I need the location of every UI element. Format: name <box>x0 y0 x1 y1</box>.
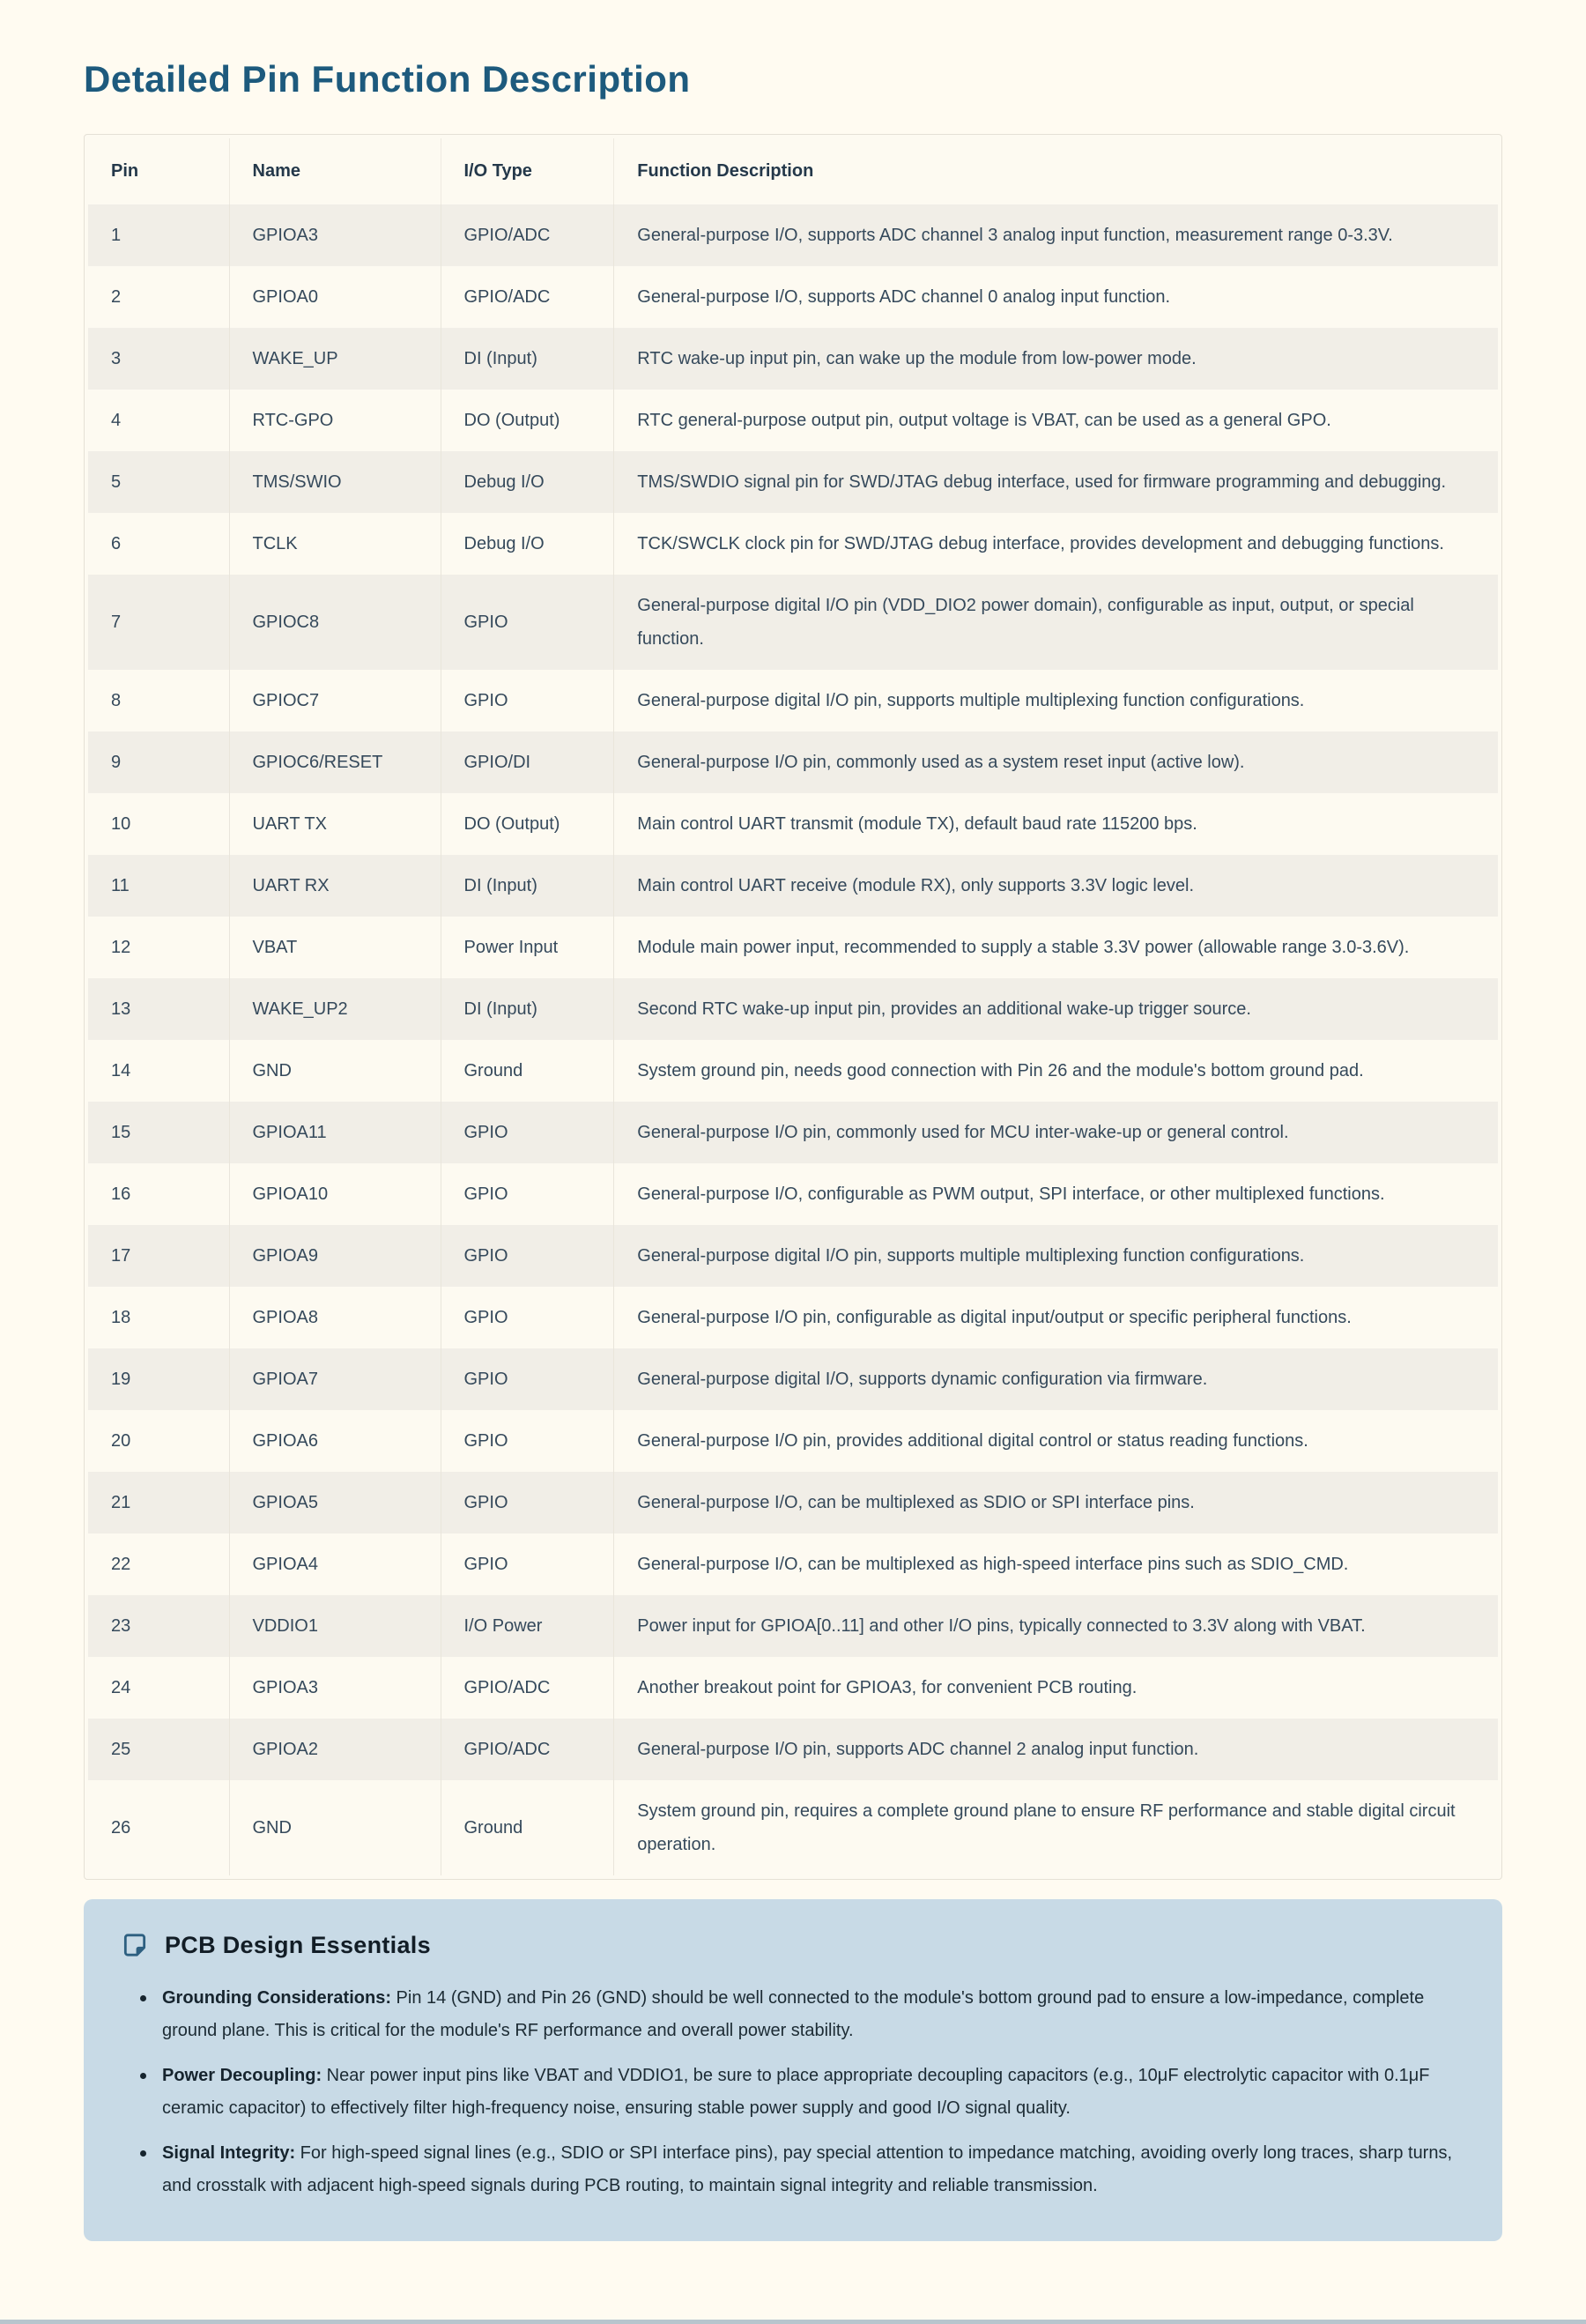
description-cell: Main control UART transmit (module TX), default baud rate 115200 bps. <box>614 793 1498 855</box>
pin-cell: 10 <box>88 793 229 855</box>
name-cell: GPIOA5 <box>229 1472 441 1533</box>
description-cell: General-purpose I/O pin, provides additional digital control or status reading functions. <box>614 1410 1498 1472</box>
pin-cell: 6 <box>88 513 229 575</box>
bullet-dot <box>140 2073 146 2079</box>
description-cell: General-purpose I/O pin, configurable as digital input/output or specific peripheral functions. <box>614 1287 1498 1348</box>
name-cell: UART TX <box>229 793 441 855</box>
name-cell: GPIOC7 <box>229 670 441 731</box>
pin-cell: 21 <box>88 1472 229 1533</box>
table-row <box>88 1102 1498 1163</box>
name-cell: GPIOC8 <box>229 575 441 670</box>
io-type-cell: Debug I/O <box>441 451 614 513</box>
name-cell: GPIOA7 <box>229 1348 441 1410</box>
pin-cell: 20 <box>88 1410 229 1472</box>
table-row <box>88 1595 1498 1657</box>
io-type-cell: DO (Output) <box>441 390 614 451</box>
table-row <box>88 266 1498 328</box>
table-row <box>88 513 1498 575</box>
io-type-cell: DO (Output) <box>441 793 614 855</box>
table-row <box>88 1040 1498 1102</box>
table-row <box>88 390 1498 451</box>
name-cell: WAKE_UP2 <box>229 978 441 1040</box>
io-type-cell: GPIO <box>441 1225 614 1287</box>
bullet-body: Near power input pins like VBAT and VDDIO1, be sure to place appropriate decoupling capacitors (e.g., 10μF electrolytic capacitor with 0.1μF ceramic capacitor) to effectively filter high-frequency noise, ensuring stable power supply and good I/O signal quality. <box>162 2066 1430 2118</box>
header-pin: Pin <box>88 138 229 204</box>
bullet-label: Power Decoupling: <box>162 2066 322 2085</box>
table-row <box>88 575 1498 670</box>
table-row <box>88 731 1498 793</box>
description-cell: TMS/SWDIO signal pin for SWD/JTAG debug interface, used for firmware programming and debugging. <box>614 451 1498 513</box>
table-row <box>88 1657 1498 1719</box>
table-header-row <box>88 138 1498 204</box>
description-cell: General-purpose I/O pin, commonly used as a system reset input (active low). <box>614 731 1498 793</box>
io-type-cell: Debug I/O <box>441 513 614 575</box>
name-cell: GPIOA6 <box>229 1410 441 1472</box>
table-row <box>88 855 1498 917</box>
io-type-cell: DI (Input) <box>441 978 614 1040</box>
name-cell: TMS/SWIO <box>229 451 441 513</box>
name-cell: GPIOA3 <box>229 1657 441 1719</box>
name-cell: GPIOA3 <box>229 204 441 266</box>
pin-cell: 1 <box>88 204 229 266</box>
table-row <box>88 1780 1498 1875</box>
table-row <box>88 793 1498 855</box>
table-row <box>88 1719 1498 1780</box>
name-cell: GPIOC6/RESET <box>229 731 441 793</box>
io-type-cell: GPIO <box>441 575 614 670</box>
description-cell: General-purpose I/O, configurable as PWM output, SPI interface, or other multiplexed functions. <box>614 1163 1498 1225</box>
io-type-cell: GPIO/ADC <box>441 1719 614 1780</box>
note-bullet <box>140 2137 1467 2202</box>
description-cell: Main control UART receive (module RX), only supports 3.3V logic level. <box>614 855 1498 917</box>
description-cell: General-purpose digital I/O, supports dynamic configuration via firmware. <box>614 1348 1498 1410</box>
name-cell: UART RX <box>229 855 441 917</box>
pin-cell: 16 <box>88 1163 229 1225</box>
pin-function-table <box>88 138 1498 1875</box>
name-cell: GND <box>229 1040 441 1102</box>
io-type-cell: GPIO <box>441 1472 614 1533</box>
pin-cell: 18 <box>88 1287 229 1348</box>
description-cell: RTC wake-up input pin, can wake up the module from low-power mode. <box>614 328 1498 390</box>
name-cell: WAKE_UP <box>229 328 441 390</box>
name-cell: GPIOA8 <box>229 1287 441 1348</box>
bullet-dot <box>140 2150 146 2157</box>
pin-cell: 12 <box>88 917 229 978</box>
note-bullet <box>140 2060 1467 2125</box>
name-cell: GPIOA10 <box>229 1163 441 1225</box>
pin-cell: 15 <box>88 1102 229 1163</box>
io-type-cell: GPIO <box>441 1102 614 1163</box>
bullet-dot <box>140 1995 146 2001</box>
pin-cell: 8 <box>88 670 229 731</box>
table-row <box>88 1348 1498 1410</box>
io-type-cell: GPIO <box>441 1348 614 1410</box>
description-cell: General-purpose I/O, supports ADC channel 0 analog input function. <box>614 266 1498 328</box>
name-cell: GPIOA0 <box>229 266 441 328</box>
description-cell: TCK/SWCLK clock pin for SWD/JTAG debug interface, provides development and debugging functions. <box>614 513 1498 575</box>
note-bullet-list <box>140 1982 1467 2202</box>
bottom-divider <box>0 2320 1586 2324</box>
io-type-cell: Power Input <box>441 917 614 978</box>
io-type-cell: GPIO <box>441 670 614 731</box>
bullet-body: For high-speed signal lines (e.g., SDIO or SPI interface pins), pay special attention to impedance matching, avoiding overly long traces, sharp turns, and crosstalk with adjacent high-speed signals during PCB routing, to maintain signal integrity and reliable transmission. <box>162 2143 1453 2195</box>
pin-cell: 2 <box>88 266 229 328</box>
pin-cell: 4 <box>88 390 229 451</box>
name-cell: TCLK <box>229 513 441 575</box>
pin-cell: 5 <box>88 451 229 513</box>
name-cell: GPIOA9 <box>229 1225 441 1287</box>
note-title: PCB Design Essentials <box>165 1931 431 1958</box>
header-name: Name <box>229 138 441 204</box>
name-cell: VDDIO1 <box>229 1595 441 1657</box>
pcb-design-note <box>84 1899 1502 2241</box>
io-type-cell: Ground <box>441 1040 614 1102</box>
pin-cell: 26 <box>88 1780 229 1875</box>
pin-cell: 11 <box>88 855 229 917</box>
name-cell: GPIOA4 <box>229 1533 441 1595</box>
table-row <box>88 978 1498 1040</box>
page-title: Detailed Pin Function Description <box>84 58 691 100</box>
table-row <box>88 1533 1498 1595</box>
description-cell: System ground pin, requires a complete ground plane to ensure RF performance and stable digital circuit operation. <box>614 1780 1498 1875</box>
pin-cell: 19 <box>88 1348 229 1410</box>
table-row <box>88 917 1498 978</box>
io-type-cell: DI (Input) <box>441 855 614 917</box>
io-type-cell: GPIO <box>441 1410 614 1472</box>
description-cell: System ground pin, needs good connection with Pin 26 and the module's bottom ground pad. <box>614 1040 1498 1102</box>
name-cell: GND <box>229 1780 441 1875</box>
io-type-cell: GPIO <box>441 1163 614 1225</box>
description-cell: Module main power input, recommended to supply a stable 3.3V power (allowable range 3.0-3.6V). <box>614 917 1498 978</box>
name-cell: GPIOA2 <box>229 1719 441 1780</box>
table-row <box>88 1410 1498 1472</box>
pin-cell: 9 <box>88 731 229 793</box>
note-bullet <box>140 1982 1467 2047</box>
description-cell: General-purpose I/O pin, commonly used for MCU inter-wake-up or general control. <box>614 1102 1498 1163</box>
pin-table-container <box>84 134 1502 1880</box>
pin-table-body <box>88 204 1498 1875</box>
table-row <box>88 451 1498 513</box>
io-type-cell: GPIO/ADC <box>441 1657 614 1719</box>
io-type-cell: Ground <box>441 1780 614 1875</box>
io-type-cell: GPIO <box>441 1533 614 1595</box>
name-cell: RTC-GPO <box>229 390 441 451</box>
table-row <box>88 1225 1498 1287</box>
pin-cell: 25 <box>88 1719 229 1780</box>
header-function-description: Function Description <box>614 138 1498 204</box>
pin-cell: 23 <box>88 1595 229 1657</box>
io-type-cell: I/O Power <box>441 1595 614 1657</box>
pin-cell: 3 <box>88 328 229 390</box>
io-type-cell: GPIO/ADC <box>441 266 614 328</box>
table-row <box>88 204 1498 266</box>
bullet-label: Grounding Considerations: <box>162 1988 391 2008</box>
pin-cell: 7 <box>88 575 229 670</box>
description-cell: General-purpose digital I/O pin, supports multiple multiplexing function configurations. <box>614 670 1498 731</box>
io-type-cell: GPIO <box>441 1287 614 1348</box>
pin-cell: 13 <box>88 978 229 1040</box>
note-icon <box>121 1931 149 1959</box>
io-type-cell: GPIO/ADC <box>441 204 614 266</box>
io-type-cell: GPIO/DI <box>441 731 614 793</box>
pin-cell: 24 <box>88 1657 229 1719</box>
table-row <box>88 328 1498 390</box>
table-row <box>88 670 1498 731</box>
name-cell: GPIOA11 <box>229 1102 441 1163</box>
bullet-body: Pin 14 (GND) and Pin 26 (GND) should be well connected to the module's bottom ground pad to ensure a low-impedance, complete ground plane. This is critical for the module's RF performance and overall power stability. <box>162 1988 1425 2040</box>
note-header <box>121 1931 1467 1959</box>
pin-cell: 22 <box>88 1533 229 1595</box>
description-cell: General-purpose I/O, can be multiplexed as high-speed interface pins such as SDIO_CMD. <box>614 1533 1498 1595</box>
table-row <box>88 1287 1498 1348</box>
pin-cell: 17 <box>88 1225 229 1287</box>
description-cell: General-purpose digital I/O pin, supports multiple multiplexing function configurations. <box>614 1225 1498 1287</box>
description-cell: RTC general-purpose output pin, output voltage is VBAT, can be used as a general GPO. <box>614 390 1498 451</box>
name-cell: VBAT <box>229 917 441 978</box>
description-cell: Another breakout point for GPIOA3, for convenient PCB routing. <box>614 1657 1498 1719</box>
bullet-label: Signal Integrity: <box>162 2143 296 2163</box>
description-cell: General-purpose digital I/O pin (VDD_DIO2 power domain), configurable as input, output, or special function. <box>614 575 1498 670</box>
description-cell: General-purpose I/O pin, supports ADC channel 2 analog input function. <box>614 1719 1498 1780</box>
description-cell: Second RTC wake-up input pin, provides an additional wake-up trigger source. <box>614 978 1498 1040</box>
header-io-type: I/O Type <box>441 138 614 204</box>
description-cell: Power input for GPIOA[0..11] and other I/O pins, typically connected to 3.3V along with VBAT. <box>614 1595 1498 1657</box>
table-row <box>88 1472 1498 1533</box>
table-row <box>88 1163 1498 1225</box>
description-cell: General-purpose I/O, supports ADC channel 3 analog input function, measurement range 0-3.3V. <box>614 204 1498 266</box>
description-cell: General-purpose I/O, can be multiplexed as SDIO or SPI interface pins. <box>614 1472 1498 1533</box>
io-type-cell: DI (Input) <box>441 328 614 390</box>
pin-cell: 14 <box>88 1040 229 1102</box>
